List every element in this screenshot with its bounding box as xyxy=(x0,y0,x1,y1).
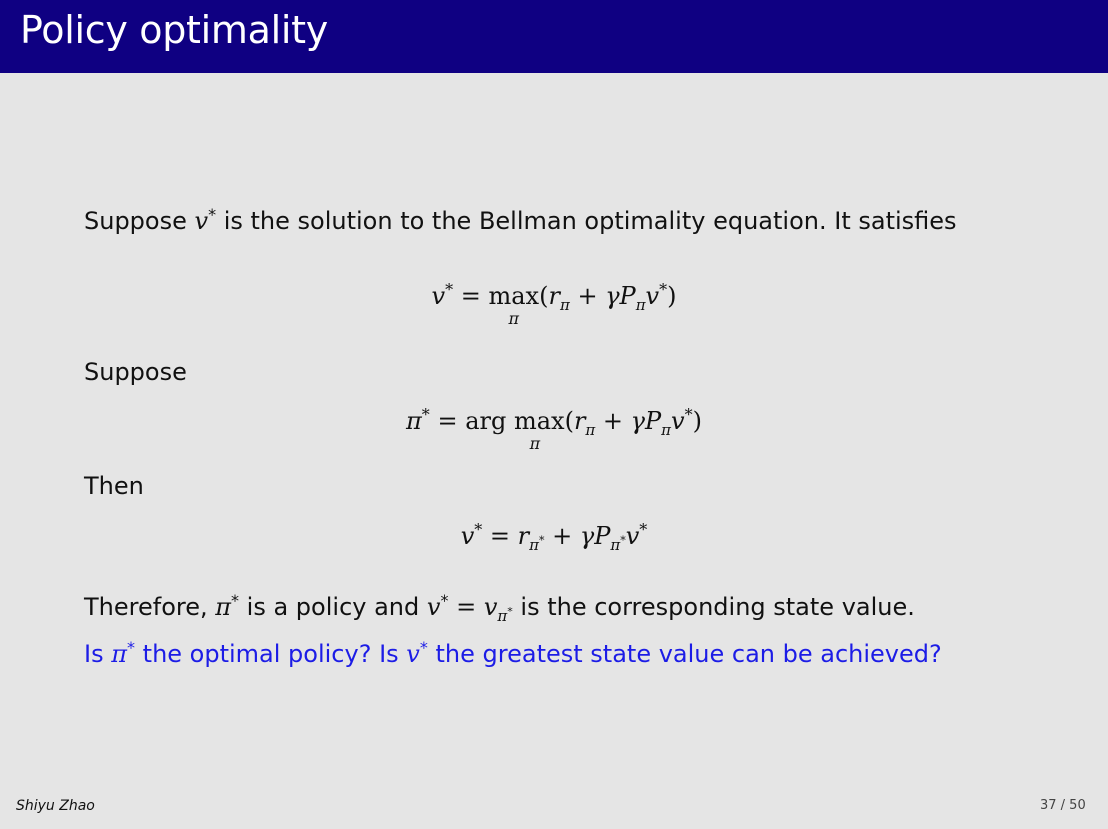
label-then: Then xyxy=(84,472,144,500)
max-operator: max π xyxy=(488,282,540,328)
math-v: v xyxy=(194,207,209,235)
equation-bellman-optimality: v* = max π $(r_\pi + \gamma P_\pi v^*)$ xyxy=(431,280,677,328)
footer-author: Shiyu Zhao xyxy=(16,798,95,814)
equation-argmax: π* = arg max π $(r_\pi + \gamma P_\pi v^*)$ xyxy=(406,405,702,453)
argmax-operator: arg max π xyxy=(465,407,565,453)
slide-title: Policy optimality xyxy=(20,8,328,52)
text-suppose: Suppose xyxy=(84,207,187,235)
page-number: 37 / 50 xyxy=(1040,798,1086,813)
paragraph-bellman xyxy=(84,200,957,236)
equation-policy-value: $v^* = r_\pi* + \gamma P_\pi*v^*$ xyxy=(460,520,648,554)
title-bar xyxy=(0,0,1108,73)
label-suppose: Suppose xyxy=(84,358,187,386)
question-optimal-policy: Is π* the optimal policy? Is v* the greatest state value can be achieved? xyxy=(84,638,942,668)
text-bellman: is the solution to the Bellman optimality equation. It satisfies xyxy=(223,207,957,235)
math-star: * xyxy=(208,205,217,224)
paragraph-therefore: Therefore, π* is a policy and $v^* = v_\pi*$ is the corresponding state value. xyxy=(84,591,915,625)
